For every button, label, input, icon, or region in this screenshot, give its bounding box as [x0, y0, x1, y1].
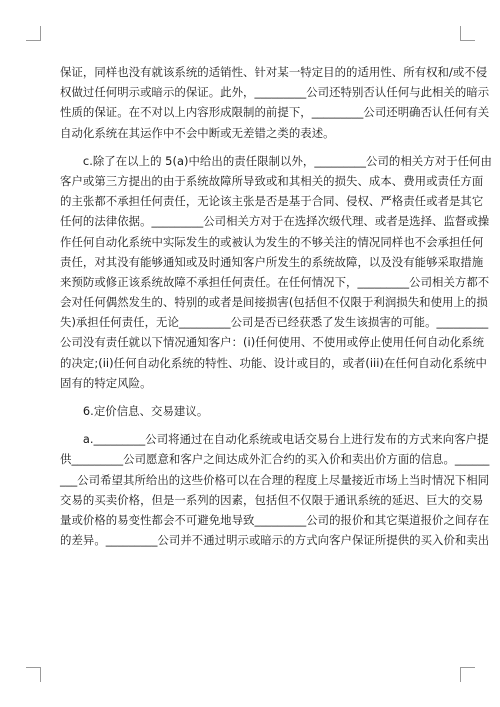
crop-mark-top-right — [460, 26, 475, 41]
body-text — [60, 62, 492, 550]
text-line: 保证，同样也没有就该系统的适销性、针对某一特定目的的适用性、所有权和/或不侵 — [60, 65, 488, 79]
text-line: 公司没有责任就以下情况通知客户：(i)任何使用、不使用或停止使用任何自动化系统 — [60, 335, 485, 350]
text-line: 客户或第三方提出的由于系统故障所导致或和其相关的损失、成本、费用或责任方面 — [60, 173, 484, 188]
paragraph-gap — [60, 393, 441, 401]
paragraph-gap — [60, 143, 441, 151]
text-line: 的差异。_________公司并不通过明示或暗示的方式向客户保证所提供的买入价和卖出 — [60, 533, 490, 548]
text-line: a._________公司将通过在自动化系统或电话交易台上进行发布的方式来向客户提 — [60, 432, 489, 447]
text-line: 责任，对其没有能够通知或及时通知客户所发生的系统故障，以及没有能够采取措施 — [60, 254, 484, 269]
text-line: ___公司希望其所给出的这些价格可以在合理的程度上尽量接近市场上当时情况下相同 — [60, 472, 490, 487]
crop-mark-bottom-right — [460, 667, 475, 682]
text-line: 权做过任何明示或暗示的保证。此外，_________公司还特别否认任何与此相关的暗示 — [60, 85, 490, 100]
text-line: 作任何自动化系统中实际发生的或被认为发生的不够关注的情况同样也不会承担任何 — [60, 234, 484, 249]
crop-mark-top-left — [26, 26, 41, 41]
section-heading: 6.定价信息、交易建议。 — [60, 404, 209, 418]
text-line: 供_________公司愿意和客户之间达成外汇合约的买入价和卖出价方面的信息。______ — [60, 452, 490, 467]
text-line: 的主张都不承担任何责任，无论该主张是否是基于合同、侵权、严格责任或者是其它 — [60, 194, 484, 209]
text-line: 失)承担任何责任，无论_________公司是否已经获悉了发生该损害的可能。_________ — [60, 315, 489, 330]
text-line: 固有的特定风险。 — [60, 375, 152, 390]
text-line: 性质的保证。在不对以上内容形成限制的前提下，_________公司还明确否认任何有关 — [60, 105, 490, 120]
text-line: 量或价格的易变性都会不可避免地导致_________公司的报价和其它渠道报价之间存在 — [60, 512, 490, 527]
text-line: 来预防或修正该系统故障不承担任何责任。在任何情况下，_________公司相关方都不 — [60, 274, 490, 289]
text-line: c.除了在以上的 5(a)中给出的责任限制以外，_________公司的相关方对于任何由 — [60, 153, 492, 168]
crop-mark-bottom-left — [26, 667, 41, 682]
text-line: 自动化系统在其运作中不会中断或无差错之类的表述。 — [60, 125, 335, 140]
text-line: 交易的买卖价格，但是一系列的因素，包括但不仅限于通讯系统的延迟、巨大的交易 — [60, 492, 484, 507]
text-line: 的决定;(ii)任何自动化系统的特性、功能、设计或目的，或者(iii)在任何自动化系统中 — [60, 355, 487, 370]
text-line: 任何的法律依据。_________公司相关方对于在选择次级代理、或者是选择、监督或操 — [60, 214, 490, 229]
paragraph-gap — [60, 421, 441, 429]
text-line: 会对任何偶然发生的、特别的或者是间接损害(包括但不仅限于利润损失和使用上的损 — [60, 295, 488, 310]
